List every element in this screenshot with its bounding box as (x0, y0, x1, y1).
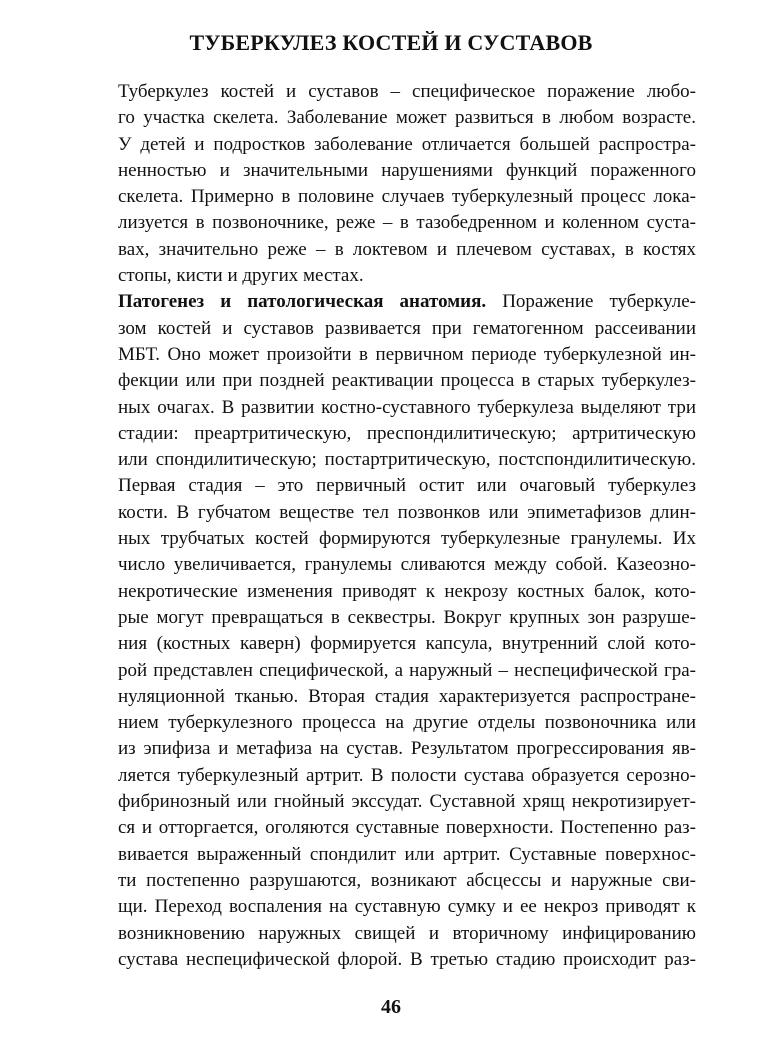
text-line: У детей и подростков заболевание отличается большей распростра- (118, 133, 696, 155)
text-line: ных очагах. В развитии костно-суставного туберкулеза выделяют три (118, 396, 696, 418)
text-line: рой представлен специфической, а наружный – неспецифической гра- (118, 659, 696, 681)
text-line: ненностью и значительными нарушениями функций пораженного (118, 159, 696, 181)
body-text (84, 79, 696, 973)
text-line: зом костей и суставов развивается при гематогенном рассеивании (118, 317, 696, 339)
text-line: МБТ. Оно может произойти в первичном периоде туберкулезной ин- (118, 343, 696, 365)
text-line: ся и отторгается, оголяются суставные поверхности. Постепенно раз- (118, 817, 696, 839)
text-line: лизуется в позвоночнике, реже – в тазобедренном и коленном суста- (118, 212, 696, 234)
text-line: фибринозный или гнойный экссудат. Суставной хрящ некротизирует- (118, 791, 696, 813)
text-line: рые могут превращаться в секвестры. Вокруг крупных зон разруше- (118, 606, 696, 628)
text-line: нуляционной тканью. Вторая стадия характеризуется распростране- (118, 685, 696, 707)
paragraph-intro (84, 79, 696, 289)
text-line: ния (костных каверн) формируется капсула, внутренний слой кото- (118, 633, 696, 655)
paragraph-stages (84, 473, 696, 973)
text-line: ти постепенно разрушаются, возникают абсцессы и наружные сви- (118, 869, 696, 891)
paragraph-pathogenesis (84, 289, 696, 473)
text-line: стопы, кисти и других местах. (118, 265, 364, 287)
text-line (84, 289, 696, 315)
text-line: число увеличивается, гранулемы сливаются между собой. Казеозно- (118, 554, 696, 576)
text-line: фекции или при поздней реактивации процесса в старых туберкулез- (118, 370, 696, 392)
text-line: ных трубчатых костей формируются туберкулезные гранулемы. Их (118, 528, 696, 550)
text-line: вах, значительно реже – в локтевом и плечевом суставах, в костях (118, 238, 696, 260)
text-line: сустава неспецифической флорой. В третью стадию происходит раз- (118, 948, 696, 970)
text-line: кости. В губчатом веществе тел позвонков или эпиметафизов длин- (118, 501, 696, 523)
section-run-in-heading: Патогенез и патологическая анатомия. (118, 291, 487, 313)
text-line: Первая стадия – это первичный остит или очаговый туберкулез (118, 475, 696, 497)
page-title: ТУБЕРКУЛЕЗ КОСТЕЙ И СУСТАВОВ (189, 30, 593, 55)
text-line: из эпифиза и метафиза на сустав. Результатом прогрессирования яв- (118, 738, 696, 760)
text-line: скелета. Примерно в половине случаев туберкулезный процесс лока- (118, 186, 696, 208)
text-line: Туберкулез костей и суставов – специфическое поражение любо- (118, 81, 696, 102)
text-line: щи. Переход воспаления на суставную сумку и ее некроз приводят к (118, 896, 696, 918)
text-line: ляется туберкулезный артрит. В полости сустава образуется серозно- (118, 764, 696, 786)
text-line: вивается выраженный спондилит или артрит. Суставные поверхнос- (118, 843, 696, 865)
text-line: стадии: преартритическую, преспондилитическую; артритическую (118, 422, 696, 444)
text-line: возникновению наружных свищей и вторичному инфицированию (118, 922, 696, 944)
text-line: го участка скелета. Заболевание может развиться в любом возрасте. (118, 107, 696, 129)
text-line: некротические изменения приводят к некрозу костных балок, кото- (118, 580, 696, 602)
text-line-continuation: Поражение туберкуле- (486, 291, 696, 313)
page-number: 46 (381, 996, 401, 1018)
text-line: или спондилитическую; постартритическую, постспондилитическую. (118, 449, 696, 471)
text-line: нием туберкулезного процесса на другие отделы позвоночника или (118, 712, 696, 734)
